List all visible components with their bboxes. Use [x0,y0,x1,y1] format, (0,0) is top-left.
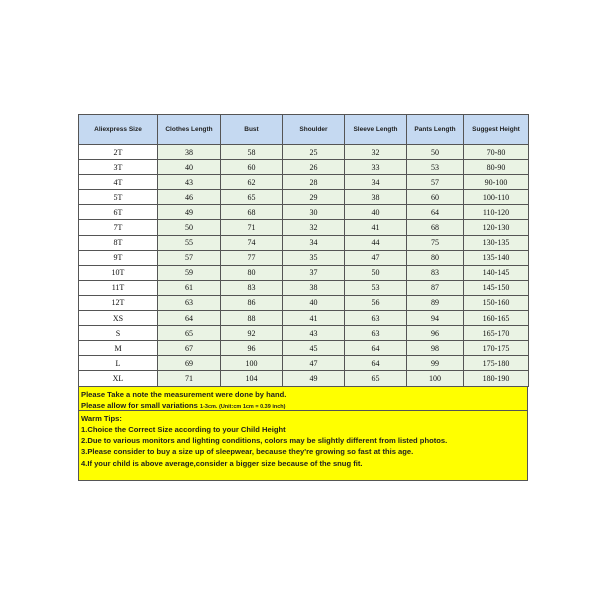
table-row [79,250,529,265]
cell-clothes-length: 49 [158,205,221,220]
cell-bust: 88 [221,311,283,326]
header-aliexpress-size: Aliexpress Size [79,115,158,145]
table-header-row [79,115,529,145]
cell-pants-length: 99 [407,356,464,371]
table-row [79,220,529,235]
table-row [79,235,529,250]
cell-bust: 71 [221,220,283,235]
cell-sleeve-length: 64 [345,341,407,356]
cell-clothes-length: 59 [158,265,221,280]
cell-shoulder: 34 [283,235,345,250]
cell-size: XL [79,371,158,386]
cell-shoulder: 47 [283,356,345,371]
cell-pants-length: 98 [407,341,464,356]
cell-clothes-length: 40 [158,160,221,175]
cell-bust: 60 [221,160,283,175]
cell-bust: 100 [221,356,283,371]
cell-pants-length: 53 [407,160,464,175]
cell-shoulder: 30 [283,205,345,220]
cell-size: 4T [79,175,158,190]
cell-size: 8T [79,235,158,250]
cell-bust: 77 [221,250,283,265]
size-table [78,114,529,387]
cell-sleeve-length: 32 [345,145,407,160]
header-suggest-height: Suggest Height [464,115,529,145]
cell-suggest-height: 110-120 [464,205,529,220]
cell-bust: 104 [221,371,283,386]
cell-sleeve-length: 34 [345,175,407,190]
cell-shoulder: 28 [283,175,345,190]
table-row [79,265,529,280]
cell-bust: 62 [221,175,283,190]
cell-clothes-length: 50 [158,220,221,235]
table-row [79,205,529,220]
cell-pants-length: 87 [407,280,464,295]
table-row [79,371,529,386]
header-clothes-length: Clothes Length [158,115,221,145]
cell-sleeve-length: 47 [345,250,407,265]
note-line-1: Please Take a note the measurement were done by hand. [81,389,287,399]
cell-suggest-height: 160-165 [464,311,529,326]
note-line-2-main: Please allow for small variations [81,400,201,410]
cell-sleeve-length: 38 [345,190,407,205]
cell-suggest-height: 80-90 [464,160,529,175]
cell-suggest-height: 140-145 [464,265,529,280]
cell-pants-length: 60 [407,190,464,205]
cell-pants-length: 64 [407,205,464,220]
cell-bust: 96 [221,341,283,356]
cell-size: 7T [79,220,158,235]
cell-size: 9T [79,250,158,265]
cell-shoulder: 45 [283,341,345,356]
warm-tip-1: 1.Choice the Correct Size according to your Child Height [81,424,286,434]
cell-suggest-height: 70-80 [464,145,529,160]
cell-clothes-length: 57 [158,250,221,265]
cell-pants-length: 83 [407,265,464,280]
cell-size: 10T [79,265,158,280]
cell-clothes-length: 55 [158,235,221,250]
cell-shoulder: 29 [283,190,345,205]
warm-tips [79,411,527,480]
cell-clothes-length: 65 [158,326,221,341]
measurement-note [79,387,527,411]
cell-suggest-height: 120-130 [464,220,529,235]
cell-sleeve-length: 50 [345,265,407,280]
cell-suggest-height: 175-180 [464,356,529,371]
cell-shoulder: 26 [283,160,345,175]
cell-size: 2T [79,145,158,160]
cell-size: 12T [79,295,158,310]
cell-suggest-height: 135-140 [464,250,529,265]
cell-pants-length: 57 [407,175,464,190]
table-row [79,356,529,371]
cell-pants-length: 80 [407,250,464,265]
cell-size: 3T [79,160,158,175]
cell-sleeve-length: 56 [345,295,407,310]
cell-bust: 74 [221,235,283,250]
cell-sleeve-length: 53 [345,280,407,295]
cell-shoulder: 35 [283,250,345,265]
size-chart [78,114,528,481]
cell-sleeve-length: 63 [345,311,407,326]
cell-bust: 86 [221,295,283,310]
cell-pants-length: 50 [407,145,464,160]
cell-shoulder: 38 [283,280,345,295]
cell-pants-length: 94 [407,311,464,326]
warm-tip-4: 4.If your child is above average,consider a bigger size because of the snug fit. [81,458,363,468]
cell-clothes-length: 64 [158,311,221,326]
cell-shoulder: 40 [283,295,345,310]
cell-suggest-height: 130-135 [464,235,529,250]
cell-suggest-height: 150-160 [464,295,529,310]
cell-shoulder: 37 [283,265,345,280]
cell-shoulder: 32 [283,220,345,235]
cell-pants-length: 89 [407,295,464,310]
cell-suggest-height: 90-100 [464,175,529,190]
table-row [79,326,529,341]
header-bust: Bust [221,115,283,145]
cell-shoulder: 49 [283,371,345,386]
cell-suggest-height: 165-170 [464,326,529,341]
cell-pants-length: 68 [407,220,464,235]
cell-bust: 83 [221,280,283,295]
cell-clothes-length: 46 [158,190,221,205]
cell-clothes-length: 63 [158,295,221,310]
table-row [79,341,529,356]
cell-clothes-length: 71 [158,371,221,386]
cell-shoulder: 41 [283,311,345,326]
warm-tips-title: Warm Tips: [81,413,122,423]
header-shoulder: Shoulder [283,115,345,145]
table-row [79,175,529,190]
warm-tip-3: 3.Please consider to buy a size up of sleepwear, because they're growing so fast at this age. [81,447,414,457]
cell-sleeve-length: 64 [345,356,407,371]
cell-suggest-height: 100-110 [464,190,529,205]
cell-clothes-length: 38 [158,145,221,160]
cell-size: M [79,341,158,356]
cell-clothes-length: 61 [158,280,221,295]
table-row [79,145,529,160]
cell-sleeve-length: 33 [345,160,407,175]
cell-size: 5T [79,190,158,205]
header-sleeve-length: Sleeve Length [345,115,407,145]
cell-suggest-height: 170-175 [464,341,529,356]
cell-bust: 65 [221,190,283,205]
warm-tip-2: 2.Due to various monitors and lighting conditions, colors may be slightly different from listed photos. [81,436,448,446]
cell-size: 11T [79,280,158,295]
size-table-body [79,145,529,387]
cell-sleeve-length: 44 [345,235,407,250]
cell-clothes-length: 43 [158,175,221,190]
cell-pants-length: 75 [407,235,464,250]
table-row [79,311,529,326]
cell-suggest-height: 180-190 [464,371,529,386]
cell-clothes-length: 69 [158,356,221,371]
table-row [79,280,529,295]
cell-shoulder: 43 [283,326,345,341]
cell-suggest-height: 145-150 [464,280,529,295]
cell-bust: 68 [221,205,283,220]
cell-sleeve-length: 63 [345,326,407,341]
cell-bust: 58 [221,145,283,160]
notes-panel [78,387,528,481]
cell-size: 6T [79,205,158,220]
cell-pants-length: 96 [407,326,464,341]
table-row [79,295,529,310]
table-row [79,160,529,175]
cell-bust: 80 [221,265,283,280]
table-row [79,190,529,205]
cell-size: L [79,356,158,371]
cell-sleeve-length: 65 [345,371,407,386]
cell-pants-length: 100 [407,371,464,386]
header-pants-length: Pants Length [407,115,464,145]
note-line-2-units: 1-3cm. (Unit:cm 1cm = 0.39 inch) [200,403,286,410]
cell-sleeve-length: 41 [345,220,407,235]
cell-clothes-length: 67 [158,341,221,356]
cell-bust: 92 [221,326,283,341]
cell-sleeve-length: 40 [345,205,407,220]
cell-size: S [79,326,158,341]
cell-size: XS [79,311,158,326]
cell-shoulder: 25 [283,145,345,160]
